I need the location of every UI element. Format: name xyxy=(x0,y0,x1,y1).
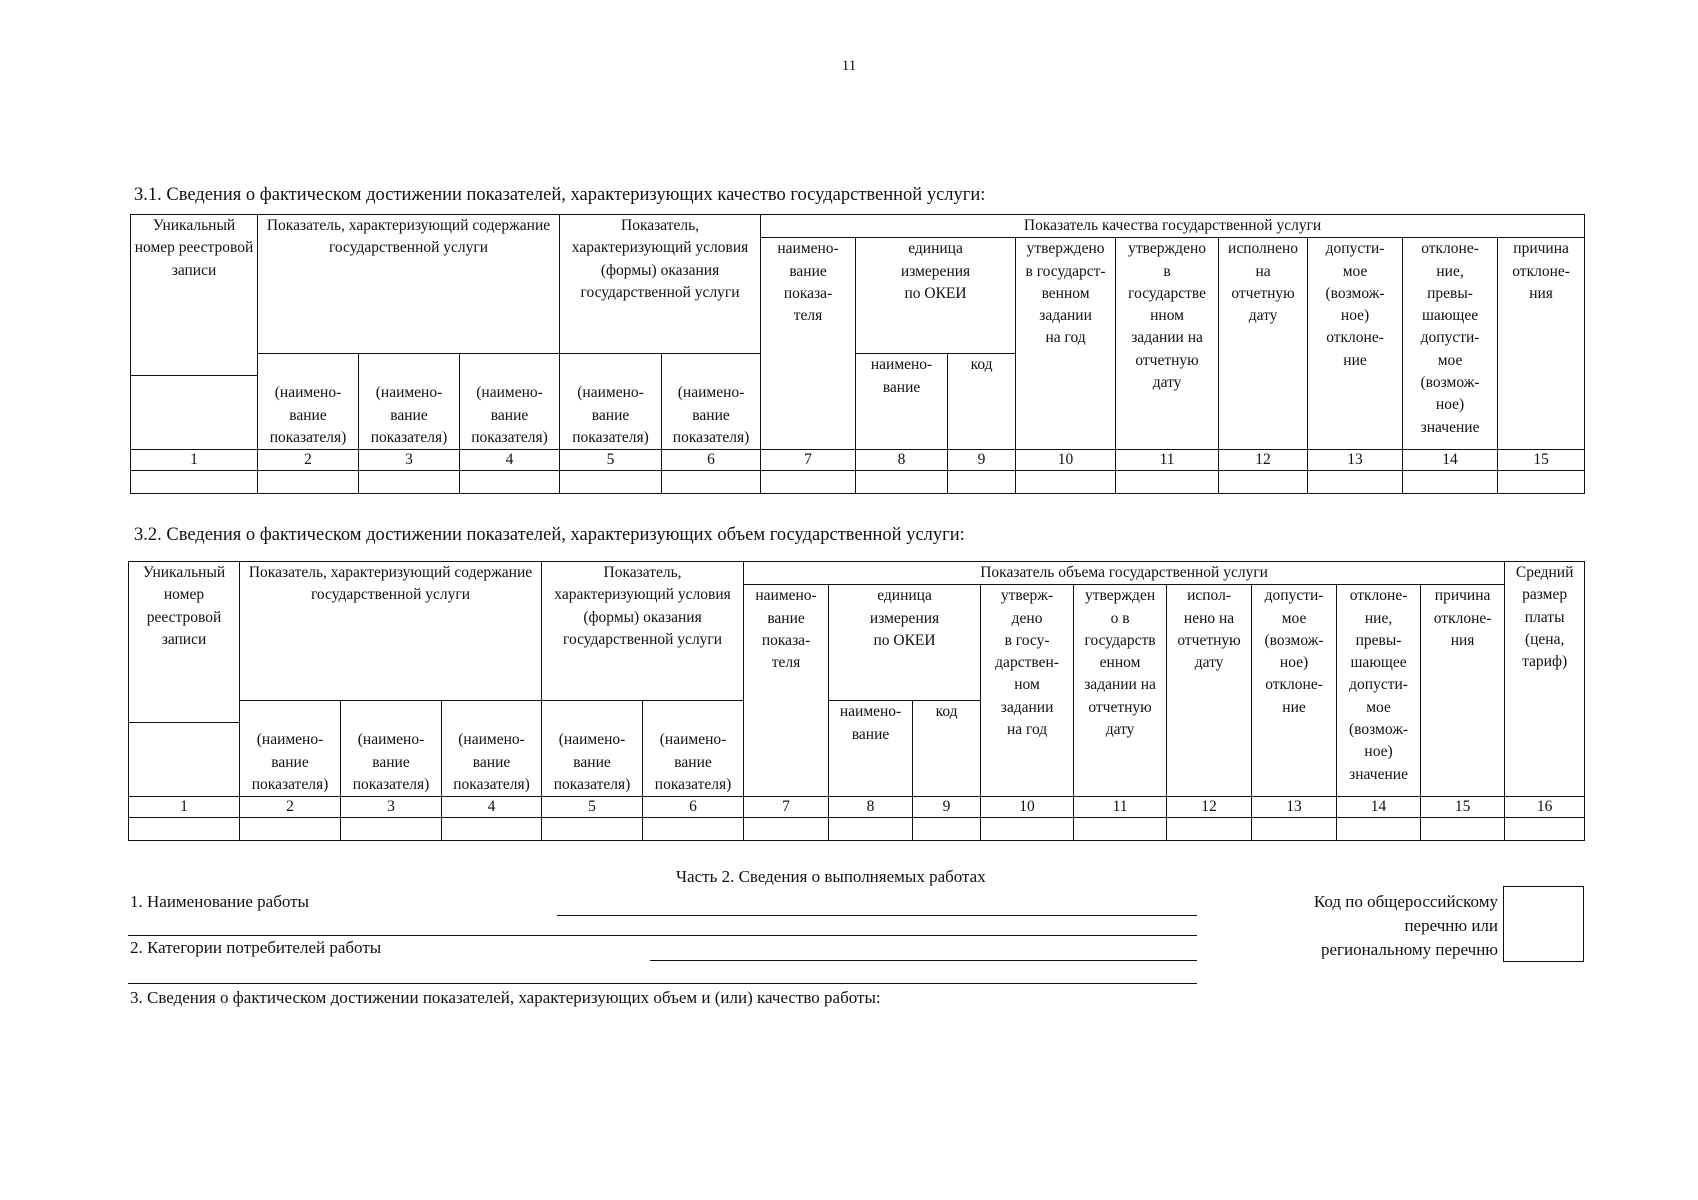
header-content-indicator: Показатель, характеризующий содержание государственной услуги xyxy=(240,562,542,701)
empty-cell[interactable] xyxy=(460,471,560,494)
header-allowed-deviation: допусти- мое (возмож- ное) отклоне- ние xyxy=(1308,238,1403,450)
header-excess-deviation: отклоне- ние, превы- шающее допусти- мое (возмож- ное) значение xyxy=(1337,585,1421,797)
header-approved-date: утвержден о в государств енном задании на отчетную дату xyxy=(1074,585,1167,797)
header-allowed-deviation: допусти- мое (возмож- ное) отклоне- ние xyxy=(1252,585,1337,797)
header-executed: испол- нено на отчетную дату xyxy=(1167,585,1252,797)
quality-table xyxy=(130,214,1585,494)
index-cell: 9 xyxy=(913,797,981,818)
index-cell: 8 xyxy=(856,450,948,471)
index-cell: 5 xyxy=(560,450,662,471)
empty-cell[interactable] xyxy=(1074,818,1167,841)
header-average-fee: Средний размер платы (цена, тариф) xyxy=(1505,562,1585,797)
empty-cell[interactable] xyxy=(829,818,913,841)
index-row xyxy=(131,450,1585,471)
index-cell: 16 xyxy=(1505,797,1585,818)
index-cell: 2 xyxy=(240,797,341,818)
index-cell: 8 xyxy=(829,797,913,818)
index-cell: 7 xyxy=(761,450,856,471)
header-reason: причина отклоне- ния xyxy=(1421,585,1505,797)
section-3-2-title: 3.2. Сведения о фактическом достижении показателей, характеризующих объем государственной услуги: xyxy=(134,525,965,545)
header-quality-indicator: Показатель качества государственной услуги xyxy=(761,215,1585,238)
header-indicator-name: наимено- вание показа- теля xyxy=(761,238,856,450)
header-content-sub-2: (наимено- вание показателя) xyxy=(341,723,442,797)
header-conditions-sub-2: (наимено- вание показателя) xyxy=(662,376,761,450)
header-unit-code: код xyxy=(913,701,981,797)
index-cell: 3 xyxy=(359,450,460,471)
index-cell: 2 xyxy=(258,450,359,471)
header-conditions-indicator: Показатель, характеризующий условия (формы) оказания государственной услуги xyxy=(560,215,761,354)
empty-cell[interactable] xyxy=(1308,471,1403,494)
index-cell: 7 xyxy=(744,797,829,818)
table-row xyxy=(131,471,1585,494)
empty-cell[interactable] xyxy=(744,818,829,841)
empty-cell[interactable] xyxy=(643,818,744,841)
empty-cell[interactable] xyxy=(131,471,258,494)
work-name-continuation-line[interactable] xyxy=(128,935,1197,936)
empty-cell[interactable] xyxy=(1505,818,1585,841)
empty-cell[interactable] xyxy=(913,818,981,841)
empty-cell[interactable] xyxy=(761,471,856,494)
section-3-1-title: 3.1. Сведения о фактическом достижении показателей, характеризующих качество государственной услуги: xyxy=(134,185,986,205)
index-cell: 15 xyxy=(1498,450,1585,471)
volume-table xyxy=(128,561,1585,841)
index-cell: 3 xyxy=(341,797,442,818)
index-cell: 4 xyxy=(460,450,560,471)
page-number: 11 xyxy=(841,58,857,74)
header-approved-year: утверж- дено в госу- дарствен- ном задании на год xyxy=(981,585,1074,797)
empty-cell[interactable] xyxy=(560,471,662,494)
empty-cell[interactable] xyxy=(662,471,761,494)
empty-cell[interactable] xyxy=(1498,471,1585,494)
index-cell: 4 xyxy=(442,797,542,818)
header-excess-deviation: отклоне- ние, превы- шающее допусти- мое (возмож- ное) значение xyxy=(1403,238,1498,450)
header-content-sub-3: (наимено- вание показателя) xyxy=(460,376,560,450)
empty-cell[interactable] xyxy=(258,471,359,494)
index-row xyxy=(129,797,1585,818)
header-indicator-name: наимено- вание показа- теля xyxy=(744,585,829,797)
header-content-sub-1: (наимено- вание показателя) xyxy=(240,723,341,797)
empty-cell[interactable] xyxy=(948,471,1016,494)
section-3-work-title: 3. Сведения о фактическом достижении показателей, характеризующих объем и (или) качество работы: xyxy=(130,988,881,1007)
header-content-indicator: Показатель, характеризующий содержание государственной услуги xyxy=(258,215,560,354)
index-cell: 10 xyxy=(1016,450,1116,471)
empty-cell[interactable] xyxy=(1016,471,1116,494)
header-approved-year: утверждено в государст- венном задании на год xyxy=(1016,238,1116,450)
empty-cell[interactable] xyxy=(1421,818,1505,841)
header-content-sub-2: (наимено- вание показателя) xyxy=(359,376,460,450)
index-cell: 11 xyxy=(1074,797,1167,818)
index-cell: 5 xyxy=(542,797,643,818)
index-cell: 1 xyxy=(129,797,240,818)
empty-cell[interactable] xyxy=(542,818,643,841)
header-conditions-sub-1: (наимено- вание показателя) xyxy=(542,723,643,797)
empty-cell[interactable] xyxy=(240,818,341,841)
registry-code-label: Код по общероссийскому перечню или региональному перечню xyxy=(1313,892,1498,959)
header-unique-record: Уникальный номер реестровой записи xyxy=(129,562,240,723)
empty-cell[interactable] xyxy=(1403,471,1498,494)
header-conditions-indicator: Показатель, характеризующий условия (формы) оказания государственной услуги xyxy=(542,562,744,701)
index-cell: 12 xyxy=(1167,797,1252,818)
empty-cell[interactable] xyxy=(1116,471,1219,494)
consumers-label: 2. Категории потребителей работы xyxy=(130,938,382,957)
header-approved-date: утверждено в государстве нном задании на отчетную дату xyxy=(1116,238,1219,450)
work-name-field-line[interactable] xyxy=(557,915,1197,916)
index-cell: 14 xyxy=(1403,450,1498,471)
index-cell: 14 xyxy=(1337,797,1421,818)
empty-cell[interactable] xyxy=(1219,471,1308,494)
header-unit-code: код xyxy=(948,354,1016,450)
header-volume-indicator: Показатель объема государственной услуги xyxy=(744,562,1505,585)
empty-cell[interactable] xyxy=(856,471,948,494)
work-name-label: 1. Наименование работы xyxy=(130,892,309,911)
header-reason: причина отклоне- ния xyxy=(1498,238,1585,450)
index-cell: 15 xyxy=(1421,797,1505,818)
empty-cell[interactable] xyxy=(341,818,442,841)
consumers-continuation-line[interactable] xyxy=(128,983,1197,984)
header-unit: единица измерения по ОКЕИ xyxy=(856,238,1016,354)
index-cell: 6 xyxy=(662,450,761,471)
consumers-field-line[interactable] xyxy=(650,960,1197,961)
empty-cell[interactable] xyxy=(442,818,542,841)
index-cell: 10 xyxy=(981,797,1074,818)
index-cell: 12 xyxy=(1219,450,1308,471)
header-content-sub-1: (наимено- вание показателя) xyxy=(258,376,359,450)
index-cell: 9 xyxy=(948,450,1016,471)
empty-cell[interactable] xyxy=(1252,818,1337,841)
registry-code-box[interactable] xyxy=(1503,886,1584,962)
part2-title: Часть 2. Сведения о выполняемых работах xyxy=(676,867,986,886)
header-conditions-sub-1: (наимено- вание показателя) xyxy=(560,376,662,450)
header-content-sub-3: (наимено- вание показателя) xyxy=(442,723,542,797)
empty-cell[interactable] xyxy=(359,471,460,494)
header-unit-name: наимено- вание xyxy=(829,701,913,797)
empty-cell[interactable] xyxy=(1337,818,1421,841)
index-cell: 6 xyxy=(643,797,744,818)
header-unique-record: Уникальный номер реестровой записи xyxy=(131,215,258,376)
index-cell: 13 xyxy=(1308,450,1403,471)
header-unit-name: наимено- вание xyxy=(856,354,948,450)
header-executed: исполнено на отчетную дату xyxy=(1219,238,1308,450)
empty-cell[interactable] xyxy=(129,818,240,841)
index-cell: 1 xyxy=(131,450,258,471)
index-cell: 13 xyxy=(1252,797,1337,818)
table-row xyxy=(129,818,1585,841)
header-unit: единица измерения по ОКЕИ xyxy=(829,585,981,701)
header-conditions-sub-2: (наимено- вание показателя) xyxy=(643,723,744,797)
index-cell: 11 xyxy=(1116,450,1219,471)
empty-cell[interactable] xyxy=(981,818,1074,841)
empty-cell[interactable] xyxy=(1167,818,1252,841)
